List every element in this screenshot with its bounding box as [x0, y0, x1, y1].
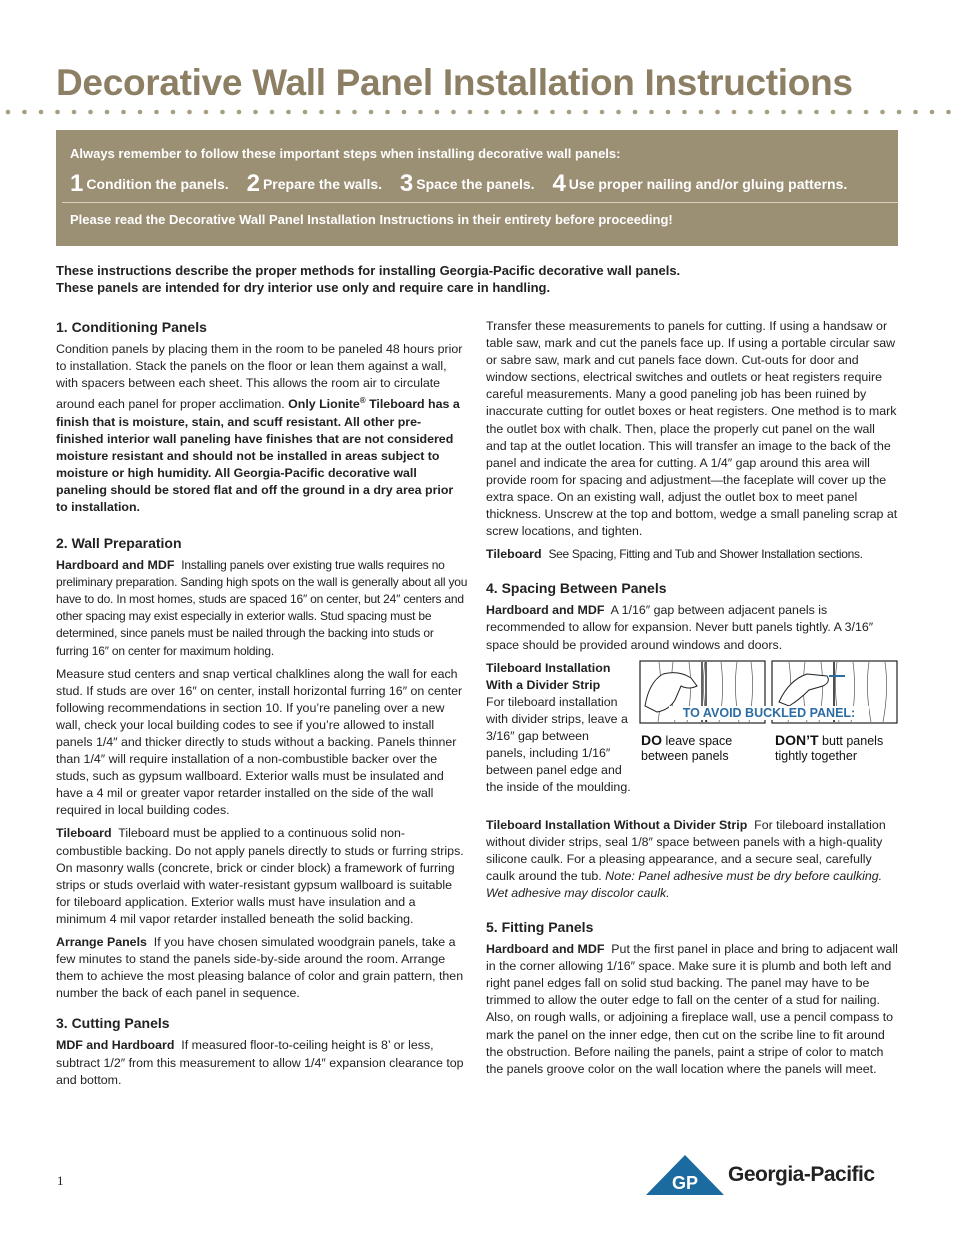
divider-dot	[369, 110, 374, 115]
step-number: 1	[70, 170, 84, 197]
wall-prep-paragraph-3	[56, 825, 468, 928]
divider-dot	[798, 110, 803, 115]
divider-strip-text	[486, 660, 631, 797]
divider-dot	[352, 110, 357, 115]
cutting-paragraph-2: Transfer these measurements to panels for cutting. If using a handsaw or table saw, mark and cut the panels face up. If using a portable circular saw or sabre saw, mark and cut panels face down. Cut-outs for door and window sections, electrical switches and outlets or heat registers require careful measurements. Many a good paneling job has been ruined by inaccurate cutting for outlet boxes or heat registers. One method is to mark the outlet box with chalk. Then, place the properly cut panel on the wall and tap at the outlet location. This will transfer an image to the back of the panel and indicate the area for cutting. A 1/4″ gap around this area will provide room for spacing and adjustment—the faceplate will cover up the extra space. On an existing wall, adjust the outlet box to meet panel thickness. Unscrew at the top and bottom, wedge a small paneling scrap at screw locations, and tighten.	[486, 319, 898, 539]
divider-dot	[847, 110, 852, 115]
conditioning-text: Condition panels by placing them in the room to be paneled 48 hours prior to installation. Stack the panels on the floor or lean them against a wall, with spacers between each sheet. This allows the room air to circulate around each panel for proper acclimation.	[56, 342, 463, 412]
spacing-text-1: A 1/16″ gap between adjacent panels is recommended to allow for expansion. Never butt panels tightly. A 3/16″ space should be provided around windows and doors.	[486, 603, 874, 652]
divider-dot	[666, 110, 671, 115]
buckled-panel-illustration	[639, 660, 899, 780]
wall-prep-paragraph-2: Measure stud centers and snap vertical chalklines along the wall for each stud. If studs are over 16″ on center, install horizontal furring 16″ on center following recommendations in section 10. If you’re paneling over a new wall, check your local building codes to see if you’re allowed to install panels 1/4″ and thicker directly to studs without a backing. Panels thinner than 1/4″ will require installation of a non-combustible backer over the studs, such as gypsum wallboard. Exterior walls must be insulated and have a 4 mil or greater vapor retarder installed on the side of the wall required in local building codes.	[56, 666, 463, 818]
divider-dot	[699, 110, 704, 115]
gp-triangle-icon	[646, 1155, 724, 1195]
divider-dot	[732, 110, 737, 115]
banner-intro: Always remember to follow these important steps when installing decorative wall panels:	[70, 146, 621, 161]
illustration-dont-label-2: tightly together	[775, 748, 857, 763]
divider-dot	[435, 110, 440, 115]
label-tileboard: Tileboard	[56, 826, 112, 841]
left-column	[56, 318, 468, 1095]
divider-dot	[385, 110, 390, 115]
divider-dot	[154, 110, 159, 115]
divider-dot	[418, 110, 423, 115]
section-heading-spacing: 4. Spacing Between Panels	[486, 580, 667, 597]
page-number: 1	[57, 1173, 64, 1188]
divider-dot	[237, 110, 242, 115]
cutting-paragraph-3	[486, 546, 898, 563]
label-divider-strip: Tileboard Installation With a Divider Strip	[486, 660, 611, 692]
divider-strip-body: For tileboard installation with divider strips, leave a 3/16″ gap between panels, including 1/16″ between panel edge and the inside of the moulding.	[486, 694, 631, 795]
registered-mark: ®	[359, 396, 366, 406]
illustration-dont-label: DON’T butt panels	[775, 731, 884, 748]
cutting-text-1: If measured floor-to-ceiling height is 8’ or less, subtract 1/2″ from this measurement to allow 1/4″ expansion clearance top and bottom.	[56, 1038, 464, 1087]
section-heading-conditioning: 1. Conditioning Panels	[56, 319, 207, 335]
intro-line-2: These panels are intended for dry interior use only and require care in handling.	[56, 280, 551, 295]
banner-steps	[70, 170, 861, 198]
section-heading-fitting: 5. Fitting Panels	[486, 919, 594, 936]
cutting-paragraph-1	[56, 1037, 468, 1088]
step-text: Condition the panels.	[86, 176, 229, 192]
divider-dot	[484, 110, 489, 115]
divider-dot	[864, 110, 869, 115]
divider-dot	[765, 110, 770, 115]
divider-dot	[22, 110, 27, 115]
label-hardboard-mdf: Hardboard and MDF	[486, 942, 605, 957]
fitting-paragraph-1	[486, 941, 898, 1078]
spacing-paragraph-3	[486, 817, 898, 902]
divider-dot	[831, 110, 836, 115]
step-number: 2	[246, 170, 260, 197]
section-heading-wall-prep: 2. Wall Preparation	[56, 535, 182, 552]
step-3	[399, 170, 535, 197]
label-arrange-panels: Arrange Panels	[56, 935, 147, 950]
divider-dot	[880, 110, 885, 115]
divider-dot	[913, 110, 918, 115]
divider-dot	[204, 110, 209, 115]
wall-prep-paragraph-1	[56, 557, 468, 660]
step-2	[246, 170, 383, 197]
spacing-text-3: For tileboard installation without divider strips, seal 1/8″ space between panels with a high-quality silicone caulk. For a pleasing appearance, and a secure seal, carefully caulk around the tub.	[486, 817, 886, 883]
divider-dot	[105, 110, 110, 115]
divider-dot	[781, 110, 786, 115]
divider-dot	[534, 110, 539, 115]
divider-dot	[649, 110, 654, 115]
divider-dot	[600, 110, 605, 115]
divider-dot	[468, 110, 473, 115]
wall-prep-text-3: Tileboard must be applied to a continuous solid non-combustible backing. Do not apply panels directly to studs or furring strips. On masonry walls (concrete, brick or cinder block) a framework of furring strips or studs overlaid with water-resistant gypsum wallboard is suitable for tileboard application. Exterior walls must have insulation and a minimum 4 mil vapor retarder installed beneath the solid backing.	[56, 826, 464, 926]
label-tileboard: Tileboard	[486, 547, 542, 562]
step-number: 4	[552, 170, 566, 197]
divider-dot	[220, 110, 225, 115]
divider-dot	[897, 110, 902, 115]
divider-dot	[270, 110, 275, 115]
intro-text	[56, 262, 906, 296]
divider-dot	[88, 110, 93, 115]
cutting-text-3: See Spacing, Fitting and Tub and Shower Installation sections.	[548, 547, 863, 562]
banner-warning: Please read the Decorative Wall Panel Installation Instructions in their entirety before proceeding!	[70, 212, 673, 227]
divider-dot	[517, 110, 522, 115]
step-text: Space the panels.	[416, 176, 535, 192]
divider-dot	[715, 110, 720, 115]
step-1	[70, 170, 229, 197]
divider-dot	[286, 110, 291, 115]
divider-dot	[567, 110, 572, 115]
wall-prep-text-1: Installing panels over existing true walls requires no preliminary preparation. Sanding high spots on the wall is generally about all you have to do. In most homes, studs are spaced 16″ on center, but 24″ centers and other spacing may exist especially in exterior walls. Stud spacing must be determined, since panels must be nailed through the backing into studs or furring 16″ on center for maximum holding.	[56, 558, 468, 658]
lionite-bold: Only Lionite	[288, 397, 360, 412]
divider-dot	[187, 110, 192, 115]
illustration-do-label: DO leave space	[641, 731, 733, 748]
divider-dot	[930, 110, 935, 115]
divider-dot	[501, 110, 506, 115]
label-hardboard-mdf: Hardboard and MDF	[486, 603, 605, 618]
divider-dot	[633, 110, 638, 115]
divider-dot	[319, 110, 324, 115]
divider-dot	[402, 110, 407, 115]
divider-dot	[336, 110, 341, 115]
divider-dot	[6, 110, 11, 115]
banner-divider	[62, 202, 898, 203]
divider-strip-block	[486, 660, 898, 815]
divider-dot	[138, 110, 143, 115]
divider-dot	[55, 110, 60, 115]
divider-dot	[171, 110, 176, 115]
dotted-divider	[0, 104, 954, 120]
divider-dot	[748, 110, 753, 115]
label-without-divider: Tileboard Installation Without a Divider Strip	[486, 817, 748, 832]
divider-dot	[583, 110, 588, 115]
illustration-do-label-2: between panels	[641, 748, 729, 763]
wall-prep-text-4: If you have chosen simulated woodgrain panels, take a few minutes to stand the panels side-by-side around the room. Arrange them to achieve the most pleasing balance of color and grain pattern, then number the back of each panel in sequence.	[56, 935, 464, 1001]
divider-dot	[682, 110, 687, 115]
divider-dot	[550, 110, 555, 115]
logo-wordmark: Georgia-Pacific	[728, 1163, 875, 1186]
label-mdf-hardboard: MDF and Hardboard	[56, 1038, 175, 1053]
fitting-text-1: Put the first panel in place and bring to adjacent wall in the corner allowing 1/16″ space. Make sure it is plumb and both left and right panel edges fall on solid stud backing. The panel may have to be trimmed to allow the outer edge to fall on the center of a stud for nailing. Also, on rough walls, or adjoining a fireplace wall, use a pencil compass to mark the panel on the inner edge, then cut on the scribe line to fit around the obstruction. Before nailing the panels, paint a stripe of color to match the panels groove color on the wall location where the panels will meet.	[486, 942, 898, 1076]
conditioning-paragraph	[56, 341, 468, 516]
georgia-pacific-logo	[646, 1155, 898, 1195]
step-text: Use proper nailing and/or gluing patterns.	[568, 176, 848, 192]
wall-prep-paragraph-4	[56, 934, 468, 1002]
important-steps-banner	[56, 130, 898, 246]
section-heading-cutting: 3. Cutting Panels	[56, 1015, 170, 1032]
illustration-title: TO AVOID BUCKLED PANEL:	[682, 705, 856, 720]
spacing-paragraph-1	[486, 602, 898, 653]
divider-dot	[814, 110, 819, 115]
divider-dot	[39, 110, 44, 115]
divider-dot	[253, 110, 258, 115]
divider-dot	[616, 110, 621, 115]
step-text: Prepare the walls.	[262, 176, 383, 192]
divider-dot	[72, 110, 77, 115]
divider-dot	[121, 110, 126, 115]
step-4	[552, 170, 848, 197]
step-number: 3	[399, 170, 414, 197]
gp-mark-text: GP	[671, 1173, 699, 1193]
right-column	[486, 318, 898, 1084]
intro-line-1: These instructions describe the proper methods for installing Georgia-Pacific decorative wall panels.	[56, 263, 681, 278]
label-hardboard-mdf: Hardboard and MDF	[56, 558, 175, 573]
tileboard-warning-bold: Tileboard has a finish that is moisture, stain, and scuff resistant. All other pre-finished interior wall paneling have finishes that are not considered moisture resistant and should not be installed in areas subject to moisture or high humidity. All Georgia-Pacific decorative wall paneling should be stored flat and off the ground in a dry area prior to installation.	[56, 397, 460, 514]
divider-dot	[303, 110, 308, 115]
page-title: Decorative Wall Panel Installation Instructions	[56, 62, 853, 103]
caulk-note: Note: Panel adhesive must be dry before caulking. Wet adhesive may discolor caulk.	[486, 868, 883, 900]
divider-dot	[451, 110, 456, 115]
divider-dot	[946, 110, 951, 115]
